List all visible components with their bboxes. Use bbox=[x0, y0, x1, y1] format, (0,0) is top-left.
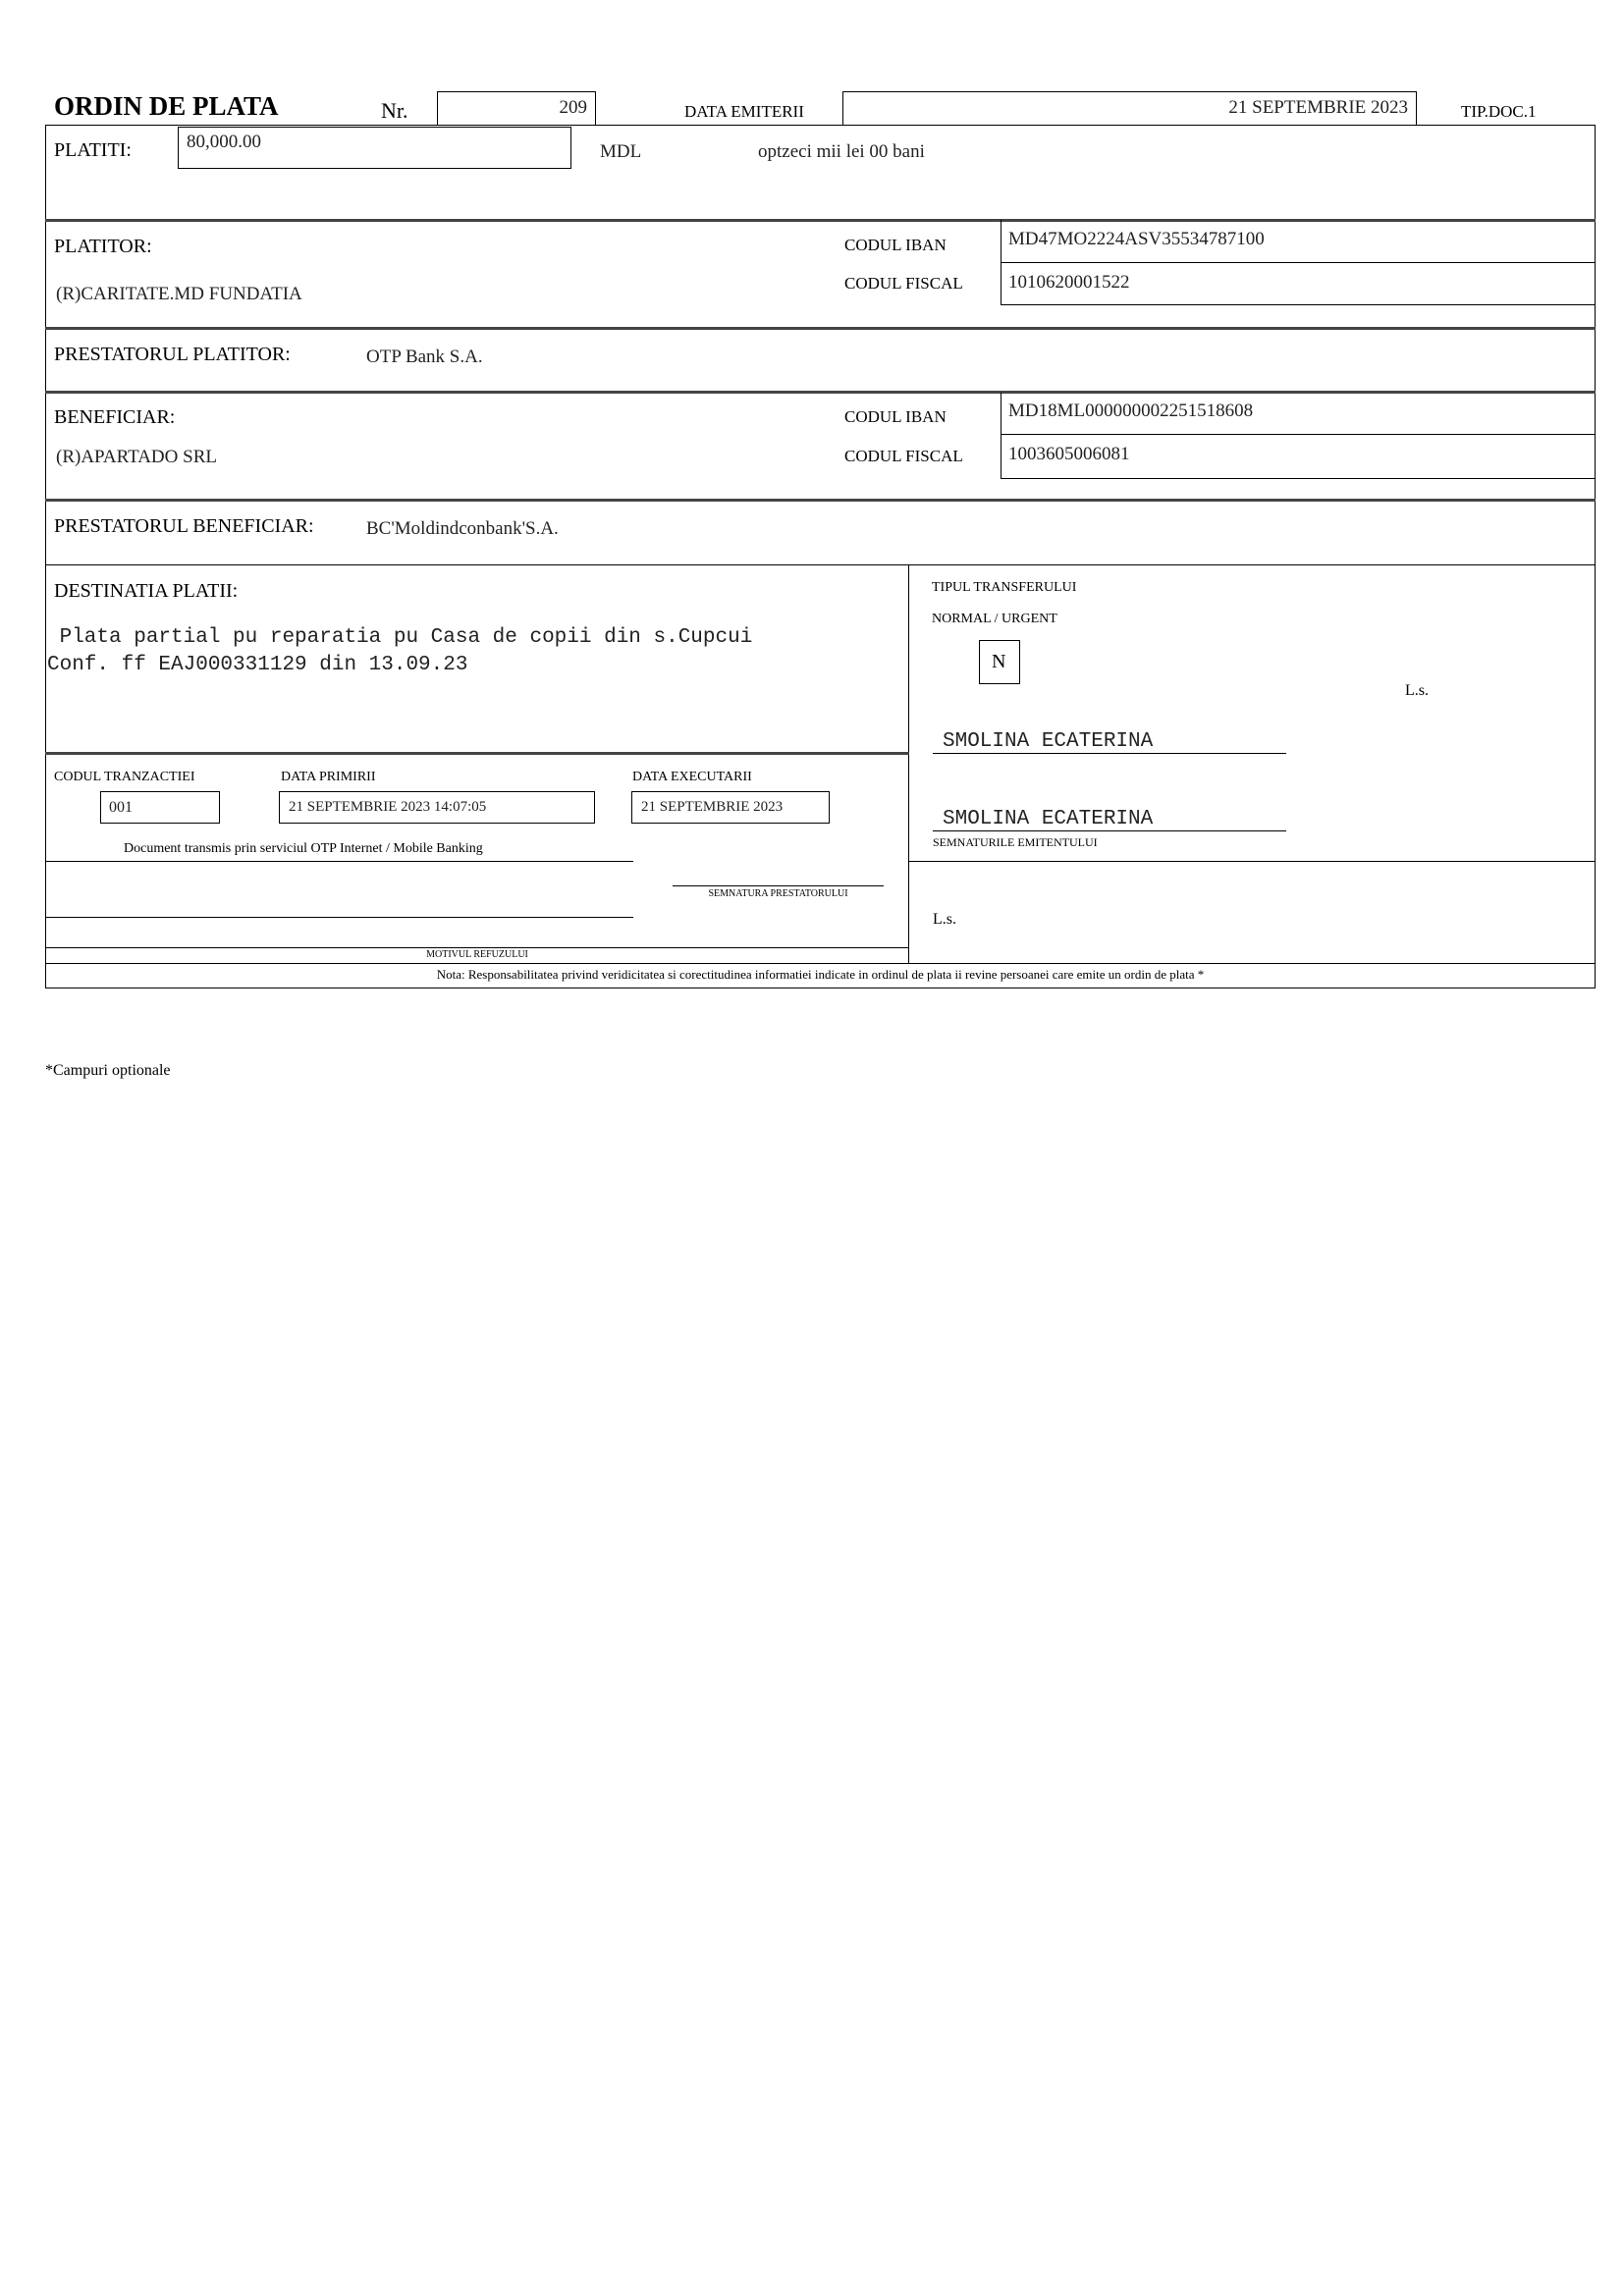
beneficiary-name: (R)APARTADO SRL bbox=[56, 447, 217, 467]
amount-value: 80,000.00 bbox=[187, 132, 261, 152]
received-date-label: DATA PRIMIRII bbox=[281, 770, 376, 784]
frame-right-line bbox=[1595, 125, 1596, 988]
separator-7 bbox=[45, 947, 909, 948]
beneficiary-iban-underline bbox=[1001, 434, 1596, 435]
payer-provider-value: OTP Bank S.A. bbox=[366, 347, 483, 367]
provider-signature-line bbox=[673, 885, 884, 886]
payer-iban-value: MD47MO2224ASV35534787100 bbox=[1008, 229, 1265, 249]
payer-fiscal-label: CODUL FISCAL bbox=[844, 274, 963, 293]
payer-fiscal-value: 1010620001522 bbox=[1008, 272, 1130, 293]
payer-fiscal-underline bbox=[1001, 304, 1596, 305]
currency-value: MDL bbox=[600, 141, 642, 162]
amount-label: PLATITI: bbox=[54, 139, 132, 161]
frame-top-line bbox=[45, 125, 1596, 126]
beneficiary-iban-value: MD18ML000000002251518608 bbox=[1008, 400, 1254, 421]
transaction-code-label: CODUL TRANZACTIEI bbox=[54, 770, 195, 784]
responsibility-note: Nota: Responsabilitatea privind veridicitatea si corectitudinea informatiei indicate in ordinul de plata ii revine persoanei care emite un ordin de plata * bbox=[436, 967, 1205, 982]
note-underline bbox=[45, 861, 633, 862]
order-number-label: Nr. bbox=[381, 98, 408, 123]
issue-date-box bbox=[842, 91, 1417, 126]
beneficiary-iban-label: CODUL IBAN bbox=[844, 407, 947, 426]
refusal-reason-label: MOTIVUL REFUZULUI bbox=[426, 949, 528, 960]
order-number-box bbox=[437, 91, 596, 126]
issuer-signature-2: SMOLINA ECATERINA bbox=[943, 808, 1154, 830]
separator-3 bbox=[45, 391, 1596, 394]
beneficiary-provider-value: BC'Moldindconbank'S.A. bbox=[366, 518, 559, 539]
payer-label: PLATITOR: bbox=[54, 236, 152, 257]
stamp-ls-2: L.s. bbox=[933, 911, 956, 928]
executed-date-label: DATA EXECUTARII bbox=[632, 770, 752, 784]
separator-nota-top bbox=[45, 963, 1596, 964]
payer-name: (R)CARITATE.MD FUNDATIA bbox=[56, 284, 302, 304]
amount-in-words: optzeci mii lei 00 bani bbox=[758, 141, 925, 162]
signature-line-1 bbox=[933, 753, 1286, 754]
transaction-code-box bbox=[100, 791, 220, 824]
transaction-code-value: 001 bbox=[109, 799, 133, 816]
separator-4 bbox=[45, 499, 1596, 502]
transfer-type-box bbox=[979, 640, 1020, 684]
payer-iban-underline bbox=[1001, 262, 1596, 263]
frame-left-line bbox=[45, 125, 46, 988]
payer-iban-label: CODUL IBAN bbox=[844, 236, 947, 254]
transfer-options-label: NORMAL / URGENT bbox=[932, 612, 1057, 626]
issue-date-value: 21 SEPTEMBRIE 2023 bbox=[1228, 97, 1408, 118]
executed-date-box bbox=[631, 791, 830, 824]
transfer-type-value: N bbox=[992, 651, 1006, 672]
issuer-signatures-label: SEMNATURILE EMITENTULUI bbox=[933, 835, 1098, 849]
signature-line-2 bbox=[933, 830, 1286, 831]
amount-box bbox=[178, 127, 571, 169]
document-title: ORDIN DE PLATA bbox=[54, 91, 279, 121]
executed-date-value: 21 SEPTEMBRIE 2023 bbox=[641, 799, 784, 815]
destination-line-2: Conf. ff EAJ000331129 din 13.09.23 bbox=[47, 654, 468, 676]
beneficiary-provider-label: PRESTATORUL BENEFICIAR: bbox=[54, 515, 314, 537]
stamp-ls-1: L.s. bbox=[1405, 682, 1429, 699]
transfer-type-label: TIPUL TRANSFERULUI bbox=[932, 580, 1077, 595]
issue-date-label: DATA EMITERII bbox=[684, 102, 804, 121]
beneficiary-fiscal-underline bbox=[1001, 478, 1596, 479]
separator-6 bbox=[45, 752, 909, 755]
middle-divider bbox=[908, 564, 909, 963]
beneficiary-fiscal-label: CODUL FISCAL bbox=[844, 447, 963, 465]
separator-1 bbox=[45, 219, 1596, 222]
doc-type-label: TIP.DOC.1 bbox=[1461, 102, 1537, 121]
separator-2 bbox=[45, 327, 1596, 330]
received-date-value: 21 SEPTEMBRIE 2023 14:07:05 bbox=[289, 799, 487, 815]
beneficiary-fiscal-value: 1003605006081 bbox=[1008, 444, 1130, 464]
separator-5 bbox=[45, 564, 1596, 565]
provider-signature-label: SEMNATURA PRESTATORULUI bbox=[708, 888, 848, 899]
separator-right bbox=[908, 861, 1596, 862]
destination-line-1: Plata partial pu reparatia pu Casa de copii din s.Cupcui bbox=[47, 626, 753, 649]
received-date-box bbox=[279, 791, 595, 824]
refusal-line bbox=[45, 917, 633, 918]
destination-label: DESTINATIA PLATII: bbox=[54, 580, 239, 602]
optional-fields-footnote: *Campuri optionale bbox=[45, 1062, 171, 1079]
transmission-note: Document transmis prin serviciul OTP Internet / Mobile Banking bbox=[124, 841, 483, 856]
beneficiary-label: BENEFICIAR: bbox=[54, 406, 176, 428]
issuer-signature-1: SMOLINA ECATERINA bbox=[943, 730, 1154, 753]
order-number-value: 209 bbox=[559, 97, 587, 118]
payer-provider-label: PRESTATORUL PLATITOR: bbox=[54, 344, 291, 365]
